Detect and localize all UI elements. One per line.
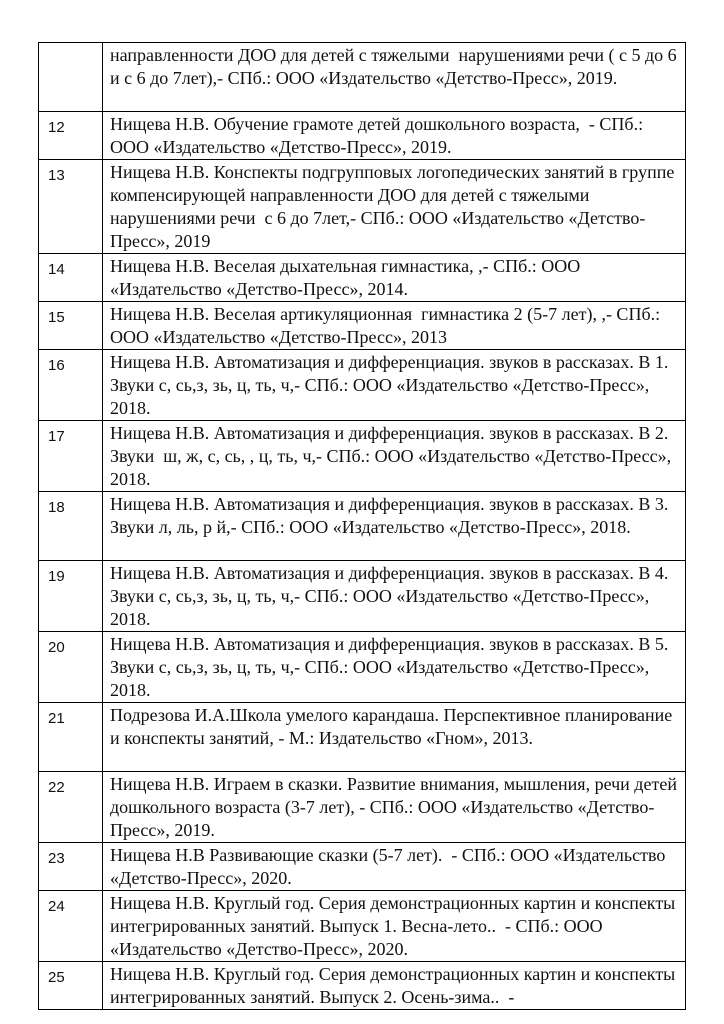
- row-text: Нищева Н.В. Круглый год. Серия демонстрационных картин и конспекты интегрированных занятий. Выпуск 1. Весна-лето.. - СПб.: ООО «Издательство «Детство-Пресс», 2020.: [103, 891, 686, 962]
- row-number: [39, 43, 103, 112]
- table-row: [39, 421, 686, 492]
- row-number: 18: [39, 492, 103, 561]
- table-row: [39, 891, 686, 962]
- row-number: 23: [39, 843, 103, 891]
- row-number: 13: [39, 160, 103, 254]
- row-number: 16: [39, 350, 103, 421]
- row-text: Нищева Н.В. Автоматизация и дифференциация. звуков в рассказах. В 5. Звуки с, сь,з, зь, ц, ть, ч,- СПб.: ООО «Издательство «Детство-Пресс», 2018.: [103, 632, 686, 703]
- row-text: Нищева Н.В. Автоматизация и дифференциация. звуков в рассказах. В 3. Звуки л, ль, р й,- СПб.: ООО «Издательство «Детство-Пресс», 2018.: [103, 492, 686, 561]
- row-text: Нищева Н.В Развивающие сказки (5-7 лет). - СПб.: ООО «Издательство «Детство-Пресс», 2020.: [103, 843, 686, 891]
- bibliography-table: [38, 42, 686, 1010]
- row-number: 22: [39, 772, 103, 843]
- table-row: [39, 632, 686, 703]
- table-row: [39, 160, 686, 254]
- table-row: [39, 254, 686, 302]
- row-number: 24: [39, 891, 103, 962]
- row-number: 19: [39, 561, 103, 632]
- row-number: 12: [39, 112, 103, 160]
- row-text: Нищева Н.В. Автоматизация и дифференциация. звуков в рассказах. В 1. Звуки с, сь,з, зь, ц, ть, ч,- СПб.: ООО «Издательство «Детство-Пресс», 2018.: [103, 350, 686, 421]
- row-number: 15: [39, 302, 103, 350]
- row-number: 25: [39, 962, 103, 1010]
- table-row: [39, 302, 686, 350]
- row-text: Нищева Н.В. Веселая артикуляционная гимнастика 2 (5-7 лет), ,- СПб.: ООО «Издательство «Детство-Пресс», 2013: [103, 302, 686, 350]
- row-text: Нищева Н.В. Играем в сказки. Развитие внимания, мышления, речи детей дошкольного возраста (3-7 лет), - СПб.: ООО «Издательство «Детство-Пресс», 2019.: [103, 772, 686, 843]
- table-row: [39, 772, 686, 843]
- table-row: [39, 843, 686, 891]
- table-row: [39, 561, 686, 632]
- table-row: [39, 43, 686, 112]
- row-text: Нищева Н.В. Конспекты подгрупповых логопедических занятий в группе компенсирующей направленности ДОО для детей с тяжелыми нарушениями речи с 6 до 7лет,- СПб.: ООО «Издательство «Детство-Пресс», 2019: [103, 160, 686, 254]
- row-number: 17: [39, 421, 103, 492]
- table-row: [39, 492, 686, 561]
- table-row: [39, 350, 686, 421]
- row-number: 21: [39, 703, 103, 772]
- row-number: 20: [39, 632, 103, 703]
- row-number: 14: [39, 254, 103, 302]
- table-row: [39, 962, 686, 1010]
- row-text: Нищева Н.В. Автоматизация и дифференциация. звуков в рассказах. В 2. Звуки ш, ж, с, сь, , ц, ть, ч,- СПб.: ООО «Издательство «Детство-Пресс», 2018.: [103, 421, 686, 492]
- table-row: [39, 112, 686, 160]
- row-text: Нищева Н.В. Веселая дыхательная гимнастика, ,- СПб.: ООО «Издательство «Детство-Пресс», 2014.: [103, 254, 686, 302]
- table-row: [39, 703, 686, 772]
- row-text: Нищева Н.В. Круглый год. Серия демонстрационных картин и конспекты интегрированных занятий. Выпуск 2. Осень-зима.. -: [103, 962, 686, 1010]
- row-text: Подрезова И.А.Школа умелого карандаша. Перспективное планирование и конспекты занятий, - М.: Издательство «Гном», 2013.: [103, 703, 686, 772]
- row-text: направленности ДОО для детей с тяжелыми нарушениями речи ( с 5 до 6 и с 6 до 7лет),- СПб.: ООО «Издательство «Детство-Пресс», 2019.: [103, 43, 686, 112]
- row-text: Нищева Н.В. Обучение грамоте детей дошкольного возраста, - СПб.: ООО «Издательство «Детство-Пресс», 2019.: [103, 112, 686, 160]
- row-text: Нищева Н.В. Автоматизация и дифференциация. звуков в рассказах. В 4. Звуки с, сь,з, зь, ц, ть, ч,- СПб.: ООО «Издательство «Детство-Пресс», 2018.: [103, 561, 686, 632]
